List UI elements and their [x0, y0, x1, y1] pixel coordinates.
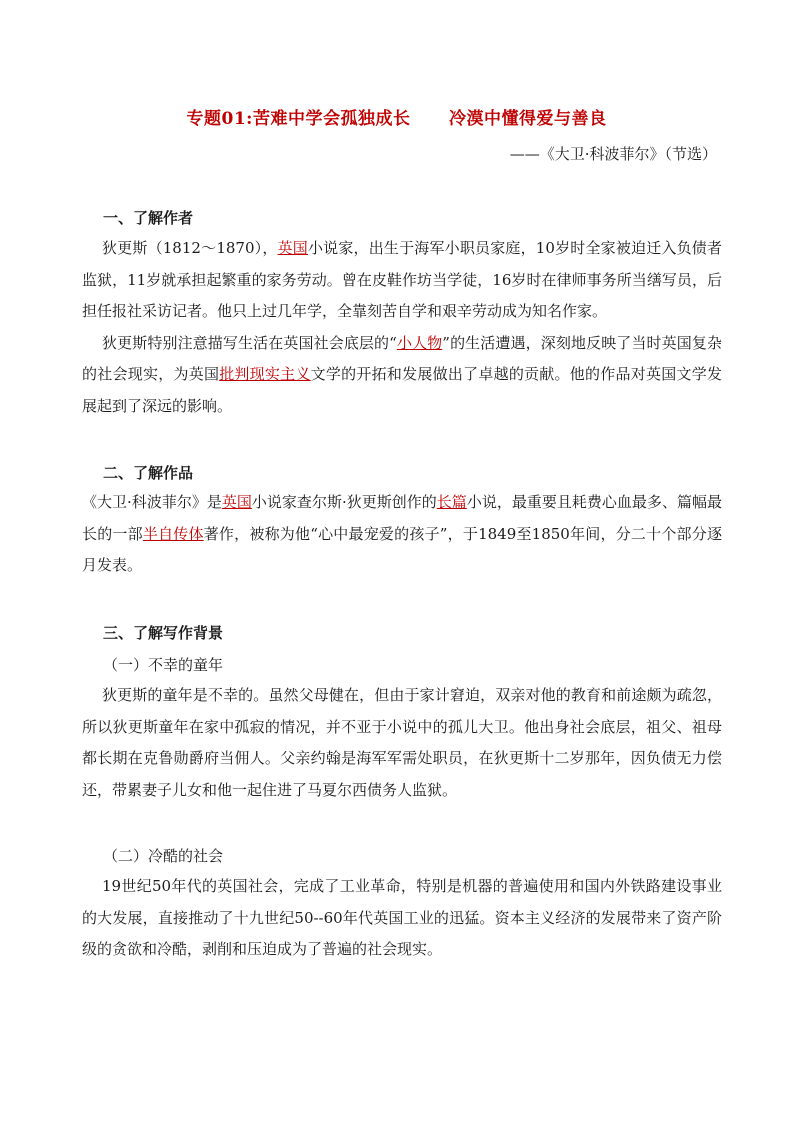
text-run: 狄更斯特别注意描写生活在英国社会底层的“ [102, 333, 397, 352]
text-run: 小说，最重要且耗费心血最多、篇幅最长的一部 [82, 493, 722, 543]
section-childhood-body [82, 680, 722, 806]
text-run: 狄更斯（1812～1870）， [102, 239, 278, 257]
document-title: 专题01:苦难中学会孤独成长 冷漠中懂得爱与善良 [186, 109, 607, 129]
subsection-heading-childhood: （一）不幸的童年 [103, 656, 224, 674]
document-subtitle: ——《大卫·科波菲尔》（节选） [509, 145, 717, 163]
link-semi-autobiography[interactable]: 半自传体 [142, 524, 204, 543]
society-paragraph: 19世纪50年代的英国社会，完成了工业革命，特别是机器的普遍使用和国内外铁路建设事业的大发展，直接推动了十九世纪50--60年代英国工业的迅猛。资本主义经济的发展带来了资产阶级的贪欲和冷酷，剥削和压迫成为了普遍的社会现实。 [82, 877, 722, 958]
text-run: ”的生活遭遇，深刻地反映了当时英国复杂的社会现实，为英国 [82, 333, 722, 383]
section-heading-author: 一、了解作者 [103, 209, 194, 227]
section-work-body [82, 487, 722, 582]
text-run: 著作，被称为他“心中最宠爱的孩子”，于1849至1850年间，分二十个部分逐月发表。 [82, 524, 722, 574]
text-run: 小说家查尔斯·狄更斯创作的 [251, 493, 437, 511]
link-critical-realism[interactable]: 批判现实主义 [219, 365, 311, 383]
author-paragraph-2 [82, 328, 722, 423]
text-run: 文学的开拓和发展做出了卓越的贡献。他的作品对英国文学发展起到了深远的影响。 [82, 365, 722, 415]
childhood-paragraph: 狄更斯的童年是不幸的。虽然父母健在，但由于家计窘迫，双亲对他的教育和前途颇为疏忽，所以狄更斯童年在家中孤寂的情况，并不亚于小说中的孤儿大卫。他出身社会底层，祖父、祖母都长期在克鲁勋爵府当佣人。父亲约翰是海军军需处职员，在狄更斯十二岁那年，因负债无力偿还，带累妻子儿女和他一起住进了马夏尔西债务人监狱。 [82, 686, 722, 799]
text-run: 《大卫·科波菲尔》是 [82, 493, 222, 511]
subsection-heading-society: （二）冷酷的社会 [103, 847, 224, 865]
link-novel[interactable]: 长篇 [436, 493, 467, 511]
work-paragraph-1 [82, 487, 722, 582]
link-little-people[interactable]: 小人物 [396, 333, 443, 352]
link-england[interactable]: 英国 [221, 493, 252, 511]
section-author-body [82, 233, 722, 422]
section-society-body [82, 871, 722, 966]
section-heading-work: 二、了解作品 [103, 464, 194, 482]
author-paragraph-1 [82, 233, 722, 328]
link-england[interactable]: 英国 [277, 239, 308, 257]
text-run: 小说家，出生于海军小职员家庭，10岁时全家被迫迁入负债者监狱，11岁就承担起繁重的家务劳动。曾在皮鞋作坊当学徒，16岁时在律师事务所当缮写员，后担任报社采访记者。他只上过几年学，全靠刻苦自学和艰辛劳动成为知名作家。 [82, 239, 722, 320]
section-heading-background: 三、了解写作背景 [103, 624, 224, 642]
